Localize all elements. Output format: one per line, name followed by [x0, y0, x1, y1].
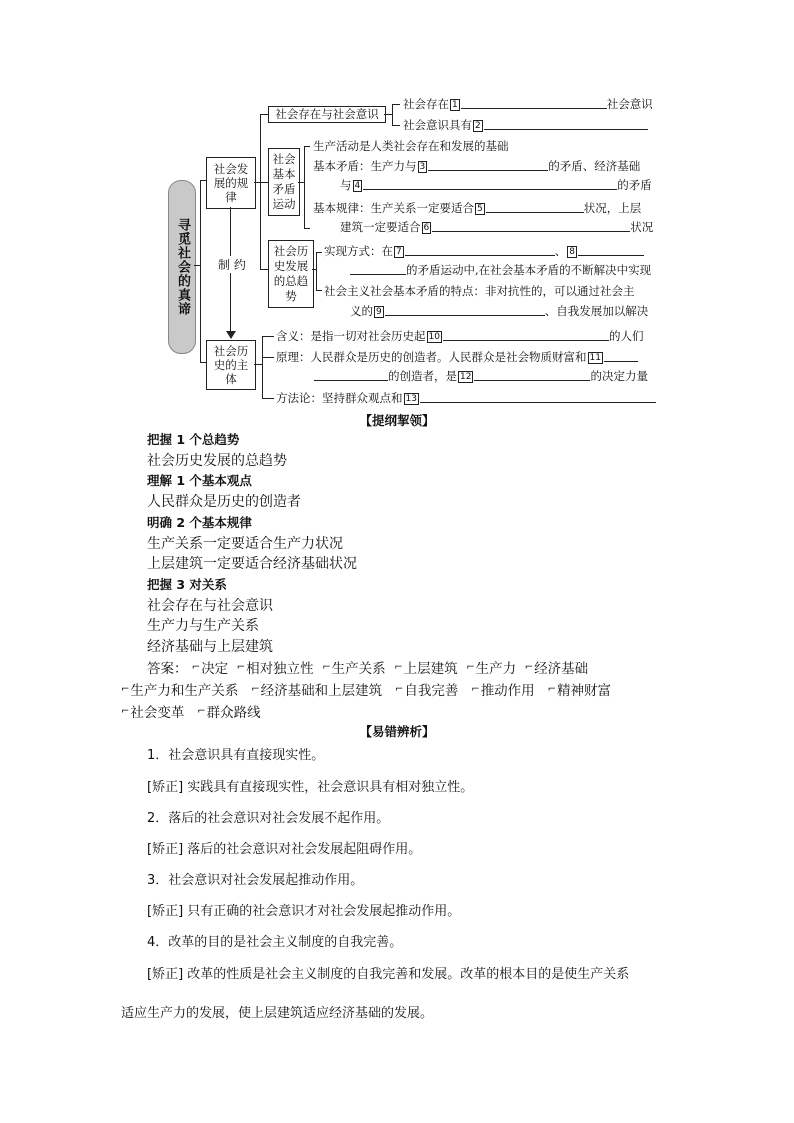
blank-number: 4 — [354, 181, 361, 191]
answer-text: 生产力 — [475, 661, 517, 677]
error-question: 1．社会意识具有直接现实性。 — [147, 748, 325, 763]
error-question: 3．社会意识对社会发展起推动作用。 — [147, 873, 364, 888]
answers-label: 答案： — [147, 661, 188, 677]
outline-title: 理解 1 个基本观点 — [147, 473, 252, 489]
link-label: 制 约 — [218, 258, 246, 272]
root-node — [168, 180, 196, 354]
exist-2-text: 社会意识具有 — [403, 118, 472, 132]
exist-1-text-b: 社会意识 — [606, 97, 653, 111]
answer-item — [525, 661, 588, 677]
arrow-down-icon — [226, 331, 236, 339]
correction-text: 实践具有直接现实性，社会意识具有相对独立性。 — [187, 780, 474, 795]
answer-item — [322, 661, 385, 677]
correction-tag: [矫正] — [147, 904, 184, 919]
answer-text: 推动作用 — [480, 683, 535, 699]
error-question: 4．改革的目的是社会主义制度的自我完善。 — [147, 935, 403, 950]
blank-number: 12 — [460, 372, 472, 382]
outline-line: 生产力与生产关系 — [147, 618, 259, 635]
answer-item — [237, 661, 314, 677]
move-2-text-b: 的矛盾、经济基础 — [548, 159, 641, 173]
answer-text: 决定 — [201, 661, 229, 677]
outline-line: 社会历史发展的总趋势 — [147, 452, 287, 469]
answer-text: 群众路线 — [206, 705, 261, 721]
answer-text: 生产关系 — [331, 661, 386, 677]
error-correction — [147, 838, 421, 857]
error-correction-cont: 适应生产力的发展，使上层建筑适应经济基础的发展。 — [121, 1006, 434, 1021]
marker-icon: ⌐ — [191, 662, 201, 673]
trend-line-2 — [350, 263, 651, 278]
marker-icon: ⌐ — [466, 662, 475, 673]
answer-item — [548, 683, 611, 699]
move-line-5 — [340, 220, 653, 235]
outline-title: 把握 3 对关系 — [147, 576, 227, 592]
outline-line: 上层建筑一定要适合经济基础状况 — [147, 556, 357, 573]
trend-4-text-b: 、自我发展加以解决 — [544, 304, 649, 318]
move-2-text: 基本矛盾：生产力与 — [313, 159, 417, 173]
subj-3-text-b: 的决定力量 — [590, 369, 648, 383]
answer-item — [197, 705, 260, 721]
correction-text: 落后的社会意识对社会发展起阻碍作用。 — [187, 842, 422, 857]
error-correction — [147, 900, 460, 919]
trend-1-sep: 、 — [554, 244, 567, 258]
subject-line-4 — [276, 391, 656, 406]
move-4-text: 基本规律：生产关系一定要适合 — [313, 201, 474, 215]
outline-line: 生产关系一定要适合生产力状况 — [147, 535, 343, 552]
blank-number: 11 — [589, 353, 601, 363]
answer-item — [251, 683, 382, 699]
subject-line-3 — [314, 369, 648, 384]
branch-subject-box — [206, 340, 256, 390]
trend-line-1 — [324, 244, 644, 259]
outline-heading: 【提纲挈领】 — [359, 413, 435, 428]
subject-line-2 — [276, 350, 638, 365]
outline-line: 人民群众是历史的创造者 — [147, 494, 301, 511]
move-line-1: 生产活动是人类社会存在和发展的基础 — [313, 139, 509, 153]
marker-icon: ⌐ — [471, 684, 480, 695]
blank-number: 8 — [569, 247, 575, 257]
exist-line-2 — [403, 118, 648, 133]
error-question: 2．落后的社会意识对社会发展不起作用。 — [147, 811, 390, 826]
answers-line-2 — [121, 679, 611, 702]
outline-title: 把握 1 个总趋势 — [147, 432, 240, 447]
marker-icon: ⌐ — [395, 684, 404, 695]
trend-2-text: 的矛盾运动中,在社会基本矛盾的不断解决中实现 — [406, 263, 652, 277]
marker-icon: ⌐ — [251, 684, 260, 695]
outline-line: 经济基础与上层建筑 — [147, 639, 273, 656]
movement-box — [268, 148, 300, 216]
answer-item — [121, 705, 184, 721]
marker-icon: ⌐ — [322, 662, 331, 673]
exist-line-1 — [403, 97, 653, 112]
trend-4-text: 义的 — [350, 304, 373, 318]
answer-text: 相对独立性 — [246, 661, 314, 677]
subj-1-text: 含义：是指一切对社会历史起 — [276, 329, 426, 343]
trend-box — [268, 240, 314, 308]
marker-icon: ⌐ — [547, 684, 556, 695]
move-5-text: 建筑一定要适合 — [340, 220, 421, 234]
marker-icon: ⌐ — [197, 706, 206, 717]
answer-text: 社会变革 — [130, 705, 185, 721]
branch-law-box — [206, 157, 256, 209]
move-5-text-b: 状况 — [630, 220, 654, 234]
move-4-text-b: 状况，上层 — [583, 201, 642, 215]
answer-text: 经济基础和上层建筑 — [260, 683, 383, 699]
answer-item — [466, 661, 516, 677]
marker-icon: ⌐ — [524, 662, 534, 673]
blank-number: 1 — [452, 100, 458, 110]
blank-number: 7 — [396, 247, 402, 257]
outline-line: 社会存在与社会意识 — [147, 597, 273, 614]
subj-3-text: 的创造者，是 — [388, 369, 457, 383]
blank-number: 5 — [477, 204, 483, 214]
correction-tag: [矫正] — [147, 780, 184, 795]
trend-line-4 — [350, 304, 648, 319]
marker-icon: ⌐ — [394, 662, 403, 673]
move-line-3 — [340, 178, 652, 193]
root-label: 寻觅社会的真谛 — [175, 218, 190, 316]
existence-box: 社会存在与社会意识 — [268, 106, 386, 123]
move-line-4 — [313, 201, 641, 216]
answer-text: 经济基础 — [534, 661, 589, 677]
correction-tag: [矫正] — [147, 967, 184, 982]
marker-icon: ⌐ — [121, 684, 130, 695]
marker-icon: ⌐ — [121, 706, 130, 717]
answers-line-3 — [121, 701, 261, 724]
blank-number: 13 — [405, 394, 417, 404]
outline-title: 明确 2 个基本规律 — [147, 514, 252, 530]
correction-text: 只有正确的社会意识才对社会发展起推动作用。 — [187, 904, 461, 919]
blank-number: 2 — [475, 121, 481, 131]
outline-section — [147, 430, 357, 658]
answer-text: 精神财富 — [556, 683, 611, 699]
blank-number: 9 — [376, 307, 382, 317]
answer-item — [192, 661, 228, 677]
answer-text: 生产力和生产关系 — [130, 683, 239, 699]
move-line-2 — [313, 159, 640, 174]
answers-line-1 — [147, 657, 588, 680]
subject-line-1 — [276, 329, 643, 344]
answer-text: 上层建筑 — [403, 661, 458, 677]
errors-heading: 【易错辨析】 — [359, 724, 435, 739]
move-3-text: 与 — [340, 178, 352, 192]
answer-text: 自我完善 — [404, 683, 459, 699]
blank-number: 3 — [419, 162, 426, 172]
error-correction — [147, 776, 473, 795]
answer-item — [394, 661, 457, 677]
exist-1-text: 社会存在 — [403, 97, 449, 111]
trend-1-text: 实现方式：在 — [324, 244, 393, 258]
correction-text: 改革的性质是社会主义制度的自我完善和发展。改革的根本目的是使生产关系 — [187, 967, 630, 982]
marker-icon: ⌐ — [236, 662, 246, 673]
answer-item — [395, 683, 458, 699]
move-3-text-b: 的矛盾 — [617, 178, 652, 192]
movement-label: 社会基本矛盾运动 — [272, 152, 296, 211]
blank-number: 6 — [423, 223, 430, 233]
blank-number: 10 — [428, 332, 440, 342]
correction-tag: [矫正] — [147, 842, 184, 857]
trend-line-3: 社会主义社会基本矛盾的特点：非对抗性的，可以通过社会主 — [324, 284, 635, 298]
answer-item — [471, 683, 534, 699]
subj-2-text: 原理：人民群众是历史的创造者。人民群众是社会物质财富和 — [276, 350, 587, 364]
subj-1-text-b: 的人们 — [608, 329, 644, 343]
error-correction — [147, 963, 629, 982]
branch-subject-label: 社会历史的主体 — [213, 344, 249, 386]
trend-label: 社会历史发展的总趋势 — [273, 244, 309, 303]
answer-item — [121, 683, 238, 699]
branch-law-label: 社会发展的规律 — [213, 162, 249, 204]
subj-4-text: 方法论：坚持群众观点和 — [276, 391, 403, 405]
